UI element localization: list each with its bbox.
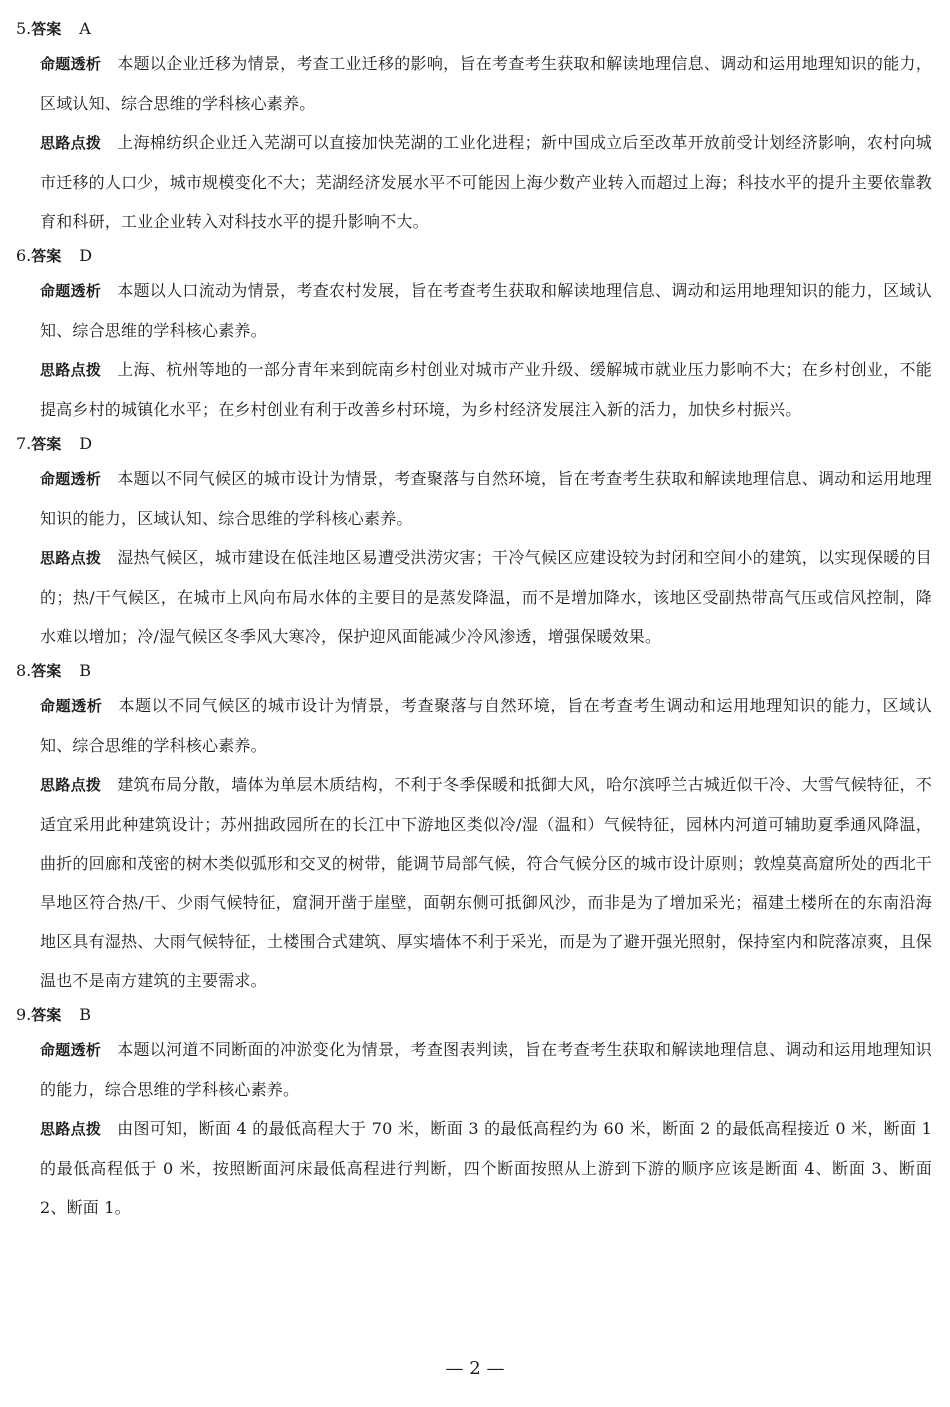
hint-paragraph bbox=[16, 123, 932, 241]
answer-label: 答案 bbox=[31, 662, 62, 680]
analysis-paragraph bbox=[16, 686, 932, 765]
page-number: — 2 — bbox=[445, 1358, 505, 1379]
answer-line bbox=[16, 429, 932, 459]
answer-label: 答案 bbox=[31, 435, 62, 453]
answer-line bbox=[16, 14, 932, 44]
analysis-text: 本题以人口流动为情景，考查农村发展，旨在考查考生获取和解读地理信息、调动和运用地理知识的能力，区域认知、综合思维的学科核心素养。 bbox=[40, 281, 932, 340]
answer-line bbox=[16, 241, 932, 271]
analysis-label: 命题透析 bbox=[40, 697, 103, 715]
hint-text: 上海、杭州等地的一部分青年来到皖南乡村创业对城市产业升级、缓解城市就业压力影响不大；在乡村创业，不能提高乡村的城镇化水平；在乡村创业有利于改善乡村环境，为乡村经济发展注入新的活力，加快乡村振兴。 bbox=[40, 360, 932, 419]
analysis-text: 本题以不同气候区的城市设计为情景，考查聚落与自然环境，旨在考查考生获取和解读地理信息、调动和运用地理知识的能力，区域认知、综合思维的学科核心素养。 bbox=[40, 469, 932, 528]
hint-paragraph bbox=[16, 1109, 932, 1227]
hint-paragraph bbox=[16, 538, 932, 656]
answer-item-7 bbox=[16, 429, 932, 656]
hint-text: 建筑布局分散，墙体为单层木质结构，不利于冬季保暖和抵御大风，哈尔滨呼兰古城近似干冷、大雪气候特征，不适宜采用此种建筑设计；苏州拙政园所在的长江中下游地区类似冷/湿（温和）气候特征，园林内河道可辅助夏季通风降温，曲折的回廊和茂密的树木类似弧形和交叉的树带，能调节局部气候，符合气候分区的城市设计原则；敦煌莫高窟所处的西北干旱地区符合热/干、少雨气候特征，窟洞开凿于崖壁，面朝东侧可抵御风沙，而非是为了增加采光；福建土楼所在的东南沿海地区具有湿热、大雨气候特征，土楼围合式建筑、厚实墙体不利于采光，而是为了避开强光照射，保持室内和院落凉爽，且保温也不是南方建筑的主要需求。 bbox=[40, 775, 932, 990]
analysis-label: 命题透析 bbox=[40, 282, 102, 300]
answer-letter: B bbox=[79, 661, 92, 680]
answer-letter: A bbox=[79, 19, 91, 38]
analysis-label: 命题透析 bbox=[40, 55, 102, 73]
analysis-paragraph bbox=[16, 1030, 932, 1109]
answer-page bbox=[16, 14, 932, 1227]
question-number: 5. bbox=[16, 19, 32, 38]
hint-label: 思路点拨 bbox=[40, 361, 102, 379]
analysis-paragraph bbox=[16, 271, 932, 350]
analysis-paragraph bbox=[16, 459, 932, 538]
analysis-text: 本题以企业迁移为情景，考查工业迁移的影响，旨在考查考生获取和解读地理信息、调动和运用地理知识的能力，区域认知、综合思维的学科核心素养。 bbox=[40, 54, 932, 113]
analysis-text: 本题以河道不同断面的冲淤变化为情景，考查图表判读，旨在考查考生获取和解读地理信息、调动和运用地理知识的能力，综合思维的学科核心素养。 bbox=[40, 1040, 932, 1099]
question-number: 7. bbox=[16, 434, 32, 453]
answer-line bbox=[16, 1000, 932, 1030]
question-number: 8. bbox=[16, 661, 32, 680]
analysis-label: 命题透析 bbox=[40, 1041, 102, 1059]
hint-label: 思路点拨 bbox=[40, 776, 102, 794]
answer-letter: D bbox=[79, 434, 93, 453]
answer-letter: B bbox=[79, 1005, 92, 1024]
question-number: 9. bbox=[16, 1005, 32, 1024]
hint-paragraph bbox=[16, 350, 932, 429]
answer-letter: D bbox=[79, 246, 93, 265]
answer-label: 答案 bbox=[31, 1006, 62, 1024]
analysis-text: 本题以不同气候区的城市设计为情景，考查聚落与自然环境，旨在考查考生调动和运用地理知识的能力，区域认知、综合思维的学科核心素养。 bbox=[40, 696, 932, 755]
hint-text: 由图可知，断面 4 的最低高程大于 70 米，断面 3 的最低高程约为 60 米，断面 2 的最低高程接近 0 米，断面 1 的最低高程低于 0 米，按照断面河床最低高程进行判断，四个断面按照从上游到下游的顺序应该是断面 4、断面 3、断面 2、断面 1。 bbox=[40, 1119, 932, 1217]
hint-label: 思路点拨 bbox=[40, 134, 102, 152]
answer-item-8 bbox=[16, 656, 932, 1000]
answer-line bbox=[16, 656, 932, 686]
hint-text: 上海棉纺织企业迁入芜湖可以直接加快芜湖的工业化进程；新中国成立后至改革开放前受计划经济影响，农村向城市迁移的人口少，城市规模变化不大；芜湖经济发展水平不可能因上海少数产业转入而超过上海；科技水平的提升主要依靠教育和科研，工业企业转入对科技水平的提升影响不大。 bbox=[40, 133, 932, 231]
analysis-label: 命题透析 bbox=[40, 470, 102, 488]
answer-label: 答案 bbox=[31, 20, 62, 38]
answer-label: 答案 bbox=[31, 247, 62, 265]
question-number: 6. bbox=[16, 246, 32, 265]
hint-label: 思路点拨 bbox=[40, 549, 102, 567]
analysis-paragraph bbox=[16, 44, 932, 123]
answer-item-9 bbox=[16, 1000, 932, 1227]
answer-item-6 bbox=[16, 241, 932, 429]
hint-label: 思路点拨 bbox=[40, 1120, 102, 1138]
answer-item-5 bbox=[16, 14, 932, 241]
hint-text: 湿热气候区，城市建设在低洼地区易遭受洪涝灾害；干冷气候区应建设较为封闭和空间小的建筑，以实现保暖的目的；热/干气候区，在城市上风向布局水体的主要目的是蒸发降温，而不是增加降水，该地区受副热带高气压或信风控制，降水难以增加；冷/湿气候区冬季风大寒冷，保护迎风面能减少冷风渗透，增强保暖效果。 bbox=[40, 548, 932, 646]
hint-paragraph bbox=[16, 765, 932, 1000]
